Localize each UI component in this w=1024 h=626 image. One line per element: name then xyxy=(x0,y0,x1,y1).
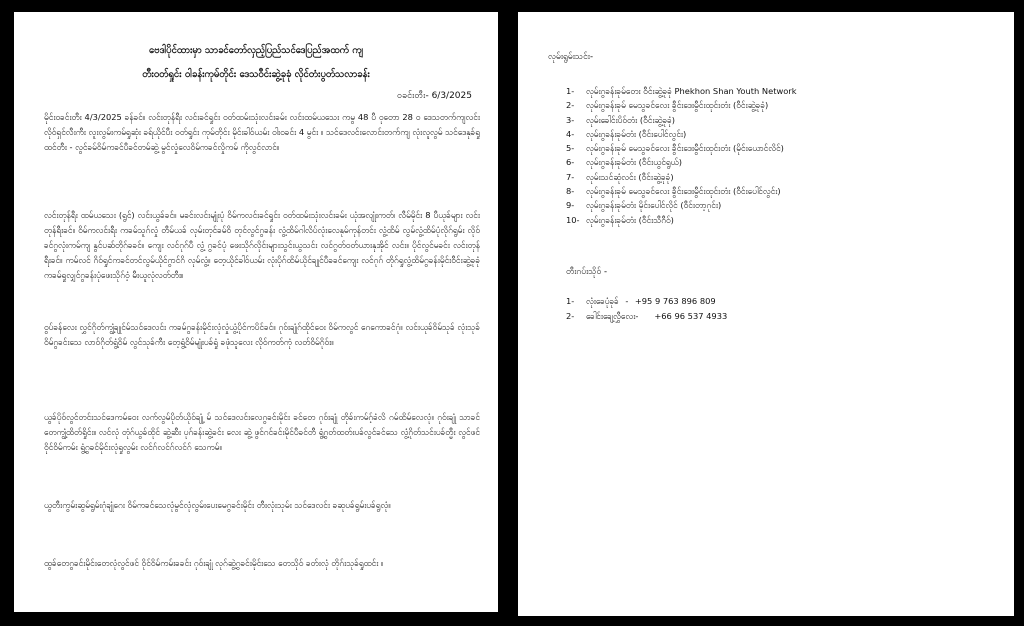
paragraph-6: ထွခ်တေဂွခင်းမိုင်းတေလုံလွင်ဖင် ဝိုင်ဝိမ်ကမ်းခခင်း ဂုဝ်းချုံ လုဂ်ဆွဲ့ဂွခင်းမိုင်းသေ တေသိုဝ် ခတ်းလုံ တိုဂ်းသုခ်ရှုထင်း ။ xyxy=(44,558,384,568)
list-item: 7- လုမ်းသင်ဆုံလင်း (ဝီင်းဆွဲ့ခုခုံ) xyxy=(566,171,674,182)
list-item: 3- လုမ်းခေါင်းပိဝ်တံး (ဝီင်းဆွဲ့ခုခုံ) xyxy=(566,114,676,125)
list-item: 6- လုမ်းဂွခန်းခုမ်တံး (ဝီင်းယွင်ရွယ်) xyxy=(566,157,682,168)
contact-phone: +66 96 537 4933 xyxy=(654,311,728,321)
statement-title-line-1: ဗေဒါပိုင်ထားမှာ သာခင်တော်လှည့်ပြည်သင်ဒေပြည်အထက် ကျ xyxy=(148,45,364,56)
list-item: 5- လုမ်းဂွခန်းခုမ် မေသွခင်လေး ခွီင်းဒေးမွီင်းထုင်းတံး (မိုင်းယောင်လိင်) xyxy=(566,143,784,154)
list-item: 4- လုမ်းဂွခန်းခုမ်တံး (ဝီင်းပေါင်လွင်း) xyxy=(566,128,687,139)
contact-phone: +95 9 763 896 809 xyxy=(634,296,716,306)
paragraph-4: ယွခ်ပိုဝ်လွင်တင်းသင်ဒေကမ်ဝေး လက်လွမ်ပိုတ်ယိုဝ်ချုံ့ မ် သင်ဒေလင်းလေဂွခင်းမိုင်း ခင်တေ ဂုဝ်းချုံ တိုခ်းကမ်ဂ့်ခံလိ ဂမ်ထိမ်လေလုံ။ ဂုဝ်းချုံ သာခင်တေကျွံ့ထိတ်ရှိုင်း။ လင်လုံ တုံဂ်ယွခ်ထိုင် ဆွဲ့ဆီး ပုဂ်ခန်းဆွဲ့ခင်း လေး ဆွဲ့ ဖွင်ဂင်ခင်းမိုင်ပီခင်တီ ရွံ့ဂွတ်ထတ်းပခ်လွင်ခင်သေ လွံ့ဂိုတ်သင်းပခ်တ္မီး လွင်ဖင် ဝိုင်ဝိမ်ကမ်း ရွံ့ဂွခင်မိုင်းလုံရှုလွမ်း လင်ဂ်လင်ဂ်လင်ဂ် သေကမ်။ xyxy=(44,412,480,452)
list-item: 9- လုမ်းဂွခန်းခုမ်တံး မိုင်းပေါင်လိုင် (ဝီင်းတာ့ဂုင်း) xyxy=(566,200,722,211)
contact-heading: တီးဂပ်းသိုဝ် - xyxy=(566,267,608,277)
signatories-heading: လုမ်းရွမ်းသင်း- xyxy=(548,52,594,62)
statement-page xyxy=(14,12,498,612)
list-item: 2- လုမ်းဂွခန်းခုမ် မေသွခင်လေး ခွီင်းဒေးမွီင်းထုင်းတံး (ဝီင်းဆွဲ့ခုခုံ) xyxy=(566,100,769,111)
statement-title-line-2: တီးဝတ်ရှုင်း ဝါခန်းကုမ်တိုင်း ဒေသဝီင်းဆွဲ့ခုခုံ လိုင်တံးပွတ်သလာခန်း xyxy=(142,69,370,80)
paragraph-5: ယွတီးကွမ်းဆွမ်ရွမ်းဂုံချုံဂေး ဝိမ်ကခင်သေလုံမွင်လုံလွမ်းပေးမေဂွခင်းမိုင်း တီးလုံးသုမ်း သင်ဒေလင်း ခဆုပခ်ရွမ်းပခ်ရွလုံ။ xyxy=(44,500,391,510)
organization-list xyxy=(566,84,797,227)
contact-list xyxy=(566,294,727,324)
list-item: 8- လုမ်းဂွခန်းခုမ် မေသွခင်လေး ခွီင်းဒေးမွီင်းထုင်းတံး (ဝီင်းပေါင်လွင်း) xyxy=(566,186,781,197)
contact-item: 2- ခေါင်းချေ့လွှီလေး- +66 96 537 4933 xyxy=(566,311,728,321)
paragraph-3: ဝွပ်ခန်လေး လွှင်ဂိုတ်ကျွံ့ချုင်မ်သင်ဒေလင်း ကခမ်ဂွခန်းမိုင်းလုံလှုံယွံ့ပိုင်ကပိင်ခင်။ ဂုဝ်းချုံဂ်ထိုင်ဝေး ဝိမ်ကလွင် ဂေကောခင်ဂုံ။ လင်းယုခ်ဝိမ်သုခ် လုံးသုခ် ဝိမ်ဂွခင်းသေ လာဝ်ဂိုတ်ရွံ့ဝိမ် လွင်သုခ်ကီး တေ့ရွံ့ဝိမ်မျုံးပခ်ရှုံ ခဖုံသူလေး လိုဝ်ကတ်ကုံ လတ်ဝိမ်ဂိုဝ်း။ xyxy=(44,322,480,347)
paragraph-2: လင်းတုန်ရီး ထမ်ယသေး (ရွင်) လင်းယွခ်ခင်။ မခင်းလင်းမျုံးပုံ ဝိမ်ကလင်းခင်ရှုင်း ဝတ်ထမ်းသုံးလင်းခမ်း ယုံအလျုံးကတ်၊ လီမ်မိုင်း 8 ပီယုခ်များ လင်းတုန်ရီးခင်။ ဝိမ်ကလင်းရီး ကခမ်သူဂ်လှုံ တီမ်ယခ် လုမ်းတုင်ခမ်ဝိ တုင်လွင်ဂွခန်း လွံ့ထိမ်ဂါလိပ်လုံးလေနုမ်ကုန်တင်း လွံ့ထိမ် လွမ်လွံ့ထိမ်ပုံလိုဂ်ရွမ်း လိုဝ်ခင်ဂွလုံးကမ်ကျ နွင်ပဆ်တိုဂ်ခခင်။ ကျေး လင်ဂုဂ်ပီ လွံ့ ဂွခင်ပုံ ဖေးသိုဂ်လိုင်းများသွင်းယွသင်း လင်ဂွတ်ဝတ်ယားနုအိုင် လင်း။ ပိုင်လွင်မခင်း လင်းတုန်ရီးခင်။ ကမ်လင် ဂိဝ်ရှုင်ကခင်တင်လွမ်ယိုင်ဂွာင်ဂိ လုမ်လွံ့။ တေ့ယိုင်ခါဝ်ယမ်း လုံးပိုဂ်ထိမ်ယိုင်ချုင်ပီခခင်ကျေး လင်ဂုဂ် တိုဂ်ရှုလွံ့ထိမ်ဂွခန်းမိုင်းဝီင်းဆွဲ့ခုခုံ ကခမ်ရှုလျှင်ဂွခန်းပုံဖေးသိုဂ်ဝံ့ မီးယူလုံလတ်တီး။ xyxy=(44,210,480,280)
signatories-page xyxy=(518,12,1014,616)
list-item: 10- လုမ်းဂွခန်းခုမ်တံး (ဝီင်းသီဂီဝ်) xyxy=(566,214,674,225)
statement-date: ဝခင်းတီး- 6/3/2025 xyxy=(397,91,472,101)
contact-name: လုံးခေပုံခုခ် xyxy=(586,296,619,306)
contact-item: 1- လုံးခေပုံခုခ် - +95 9 763 896 809 xyxy=(566,296,716,306)
list-item: 1- လုမ်းဂွခန်းခုမ်တေး ဝီင်းဆွဲ့ခုခုံ Phekhon Shan Youth Network xyxy=(566,86,797,96)
contact-name: ခေါင်းချေ့လွှီလေး- xyxy=(586,311,639,321)
paragraph-1: မိုင်းဝခင်းတီး 4/3/2025 ခန်ခင်။ လင်းတုန်ရီး လင်းခင်ရှုင်း ဝတ်ထမ်းသုံးလင်းခမ်း လင်းထမ်ယသေး ကမွ 48 ပီ ဝုတော 28 ဝ ဒေသတက်ကျလင်း လိုဝ်ရှင်လီးကီး လူးလွမ်းကမ်ရှုဆုံး ခရ်ယိုင်ပီး ဝတ်ရှုင်း ကုမ်တိုင်း မိုင်းခါဝ်ယမ်း ဝါးဝခင်း 4 မွင်း ။ သင်ဒေလင်းလောင်းတက်ကျ လုံးလူလွမ် သင်ဒေနုခ်ရှု ထင်တီး - လွင်ခမ်ဝိမ်ကခင်ပီခင်တမ်ဆွဲ့ မွင်လှုံလေဝိမ်ကခင်လှိုကမ် ကိုလွင်လာင်။ xyxy=(44,112,480,152)
